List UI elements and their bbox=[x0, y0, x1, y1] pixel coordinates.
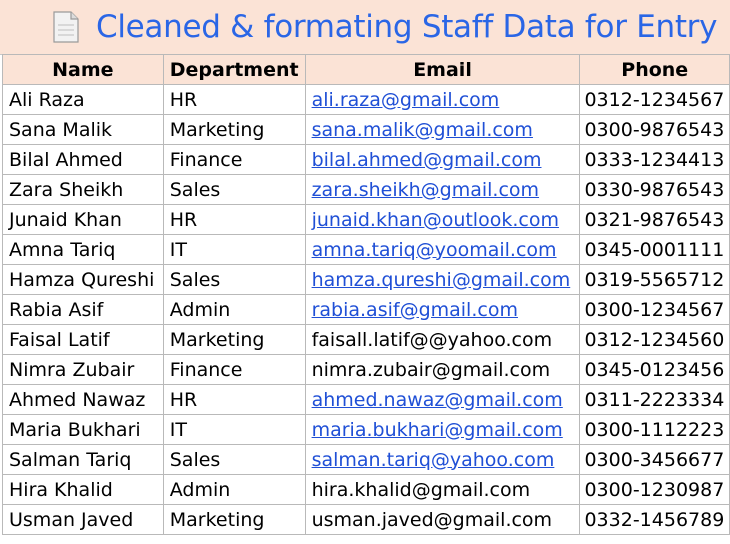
email-link[interactable]: sana.malik@gmail.com bbox=[311, 118, 533, 141]
sheet-title: Cleaned & formating Staff Data for Entry bbox=[96, 9, 718, 45]
cell-email[interactable] bbox=[305, 475, 580, 505]
cell-phone[interactable]: 0300-1112223 bbox=[580, 415, 730, 445]
cell-email[interactable] bbox=[305, 415, 580, 445]
cell-phone[interactable]: 0319-5565712 bbox=[580, 265, 730, 295]
table-row bbox=[3, 265, 730, 295]
email-link[interactable]: bilal.ahmed@gmail.com bbox=[311, 148, 542, 171]
cell-name[interactable]: Maria Bukhari bbox=[3, 415, 164, 445]
cell-department[interactable]: Admin bbox=[163, 475, 305, 505]
cell-name[interactable]: Amna Tariq bbox=[3, 235, 164, 265]
cell-department[interactable]: IT bbox=[163, 415, 305, 445]
table-row bbox=[3, 205, 730, 235]
cell-name[interactable]: Junaid Khan bbox=[3, 205, 164, 235]
cell-department[interactable]: HR bbox=[163, 385, 305, 415]
document-icon bbox=[52, 10, 80, 44]
cell-phone[interactable]: 0332-1456789 bbox=[580, 505, 730, 535]
table-row bbox=[3, 235, 730, 265]
cell-phone[interactable]: 0321-9876543 bbox=[580, 205, 730, 235]
table-row bbox=[3, 85, 730, 115]
cell-email[interactable] bbox=[305, 265, 580, 295]
cell-email[interactable] bbox=[305, 175, 580, 205]
cell-phone[interactable]: 0300-3456677 bbox=[580, 445, 730, 475]
cell-department[interactable]: Marketing bbox=[163, 325, 305, 355]
cell-department[interactable]: Sales bbox=[163, 445, 305, 475]
staff-table bbox=[2, 54, 730, 535]
table-row bbox=[3, 145, 730, 175]
email-link[interactable]: ahmed.nawaz@gmail.com bbox=[311, 388, 563, 411]
table-row bbox=[3, 325, 730, 355]
cell-name[interactable]: Faisal Latif bbox=[3, 325, 164, 355]
cell-phone[interactable]: 0345-0123456 bbox=[580, 355, 730, 385]
cell-email[interactable] bbox=[305, 445, 580, 475]
cell-name[interactable]: Zara Sheikh bbox=[3, 175, 164, 205]
email-text: usman.javed@gmail.com bbox=[311, 508, 553, 531]
cell-name[interactable]: Ali Raza bbox=[3, 85, 164, 115]
column-header-phone[interactable]: Phone bbox=[580, 55, 730, 85]
table-row bbox=[3, 415, 730, 445]
cell-name[interactable]: Sana Malik bbox=[3, 115, 164, 145]
cell-phone[interactable]: 0330-9876543 bbox=[580, 175, 730, 205]
cell-name[interactable]: Nimra Zubair bbox=[3, 355, 164, 385]
cell-phone[interactable]: 0300-9876543 bbox=[580, 115, 730, 145]
table-row bbox=[3, 445, 730, 475]
table-row bbox=[3, 175, 730, 205]
cell-phone[interactable]: 0300-1234567 bbox=[580, 295, 730, 325]
cell-department[interactable]: HR bbox=[163, 85, 305, 115]
cell-name[interactable]: Salman Tariq bbox=[3, 445, 164, 475]
cell-email[interactable] bbox=[305, 325, 580, 355]
cell-phone[interactable]: 0333-1234413 bbox=[580, 145, 730, 175]
email-link[interactable]: junaid.khan@outlook.com bbox=[311, 208, 559, 231]
email-link[interactable]: rabia.asif@gmail.com bbox=[311, 298, 518, 321]
cell-phone[interactable]: 0311-2223334 bbox=[580, 385, 730, 415]
cell-phone[interactable]: 0312-1234560 bbox=[580, 325, 730, 355]
cell-email[interactable] bbox=[305, 115, 580, 145]
email-link[interactable]: ali.raza@gmail.com bbox=[311, 88, 500, 111]
email-text: faisall.latif@@yahoo.com bbox=[311, 328, 553, 351]
cell-department[interactable]: HR bbox=[163, 205, 305, 235]
table-row bbox=[3, 295, 730, 325]
cell-department[interactable]: Marketing bbox=[163, 115, 305, 145]
email-link[interactable]: hamza.qureshi@gmail.com bbox=[311, 268, 571, 291]
email-text: nimra.zubair@gmail.com bbox=[311, 358, 551, 381]
cell-department[interactable]: Marketing bbox=[163, 505, 305, 535]
cell-department[interactable]: Finance bbox=[163, 145, 305, 175]
cell-email[interactable] bbox=[305, 295, 580, 325]
cell-email[interactable] bbox=[305, 505, 580, 535]
table-row bbox=[3, 505, 730, 535]
cell-email[interactable] bbox=[305, 355, 580, 385]
cell-email[interactable] bbox=[305, 235, 580, 265]
cell-email[interactable] bbox=[305, 385, 580, 415]
email-link[interactable]: amna.tariq@yoomail.com bbox=[311, 238, 557, 261]
cell-phone[interactable]: 0345-0001111 bbox=[580, 235, 730, 265]
email-link[interactable]: maria.bukhari@gmail.com bbox=[311, 418, 563, 441]
cell-department[interactable]: IT bbox=[163, 235, 305, 265]
cell-name[interactable]: Hamza Qureshi bbox=[3, 265, 164, 295]
cell-name[interactable]: Hira Khalid bbox=[3, 475, 164, 505]
cell-name[interactable]: Usman Javed bbox=[3, 505, 164, 535]
table-row bbox=[3, 475, 730, 505]
column-header-department[interactable]: Department bbox=[163, 55, 305, 85]
cell-email[interactable] bbox=[305, 85, 580, 115]
cell-name[interactable]: Bilal Ahmed bbox=[3, 145, 164, 175]
cell-phone[interactable]: 0312-1234567 bbox=[580, 85, 730, 115]
title-bar bbox=[0, 0, 730, 55]
cell-name[interactable]: Ahmed Nawaz bbox=[3, 385, 164, 415]
table-row bbox=[3, 385, 730, 415]
cell-phone[interactable]: 0300-1230987 bbox=[580, 475, 730, 505]
table-row bbox=[3, 355, 730, 385]
cell-email[interactable] bbox=[305, 205, 580, 235]
cell-department[interactable]: Sales bbox=[163, 265, 305, 295]
cell-email[interactable] bbox=[305, 145, 580, 175]
header-row bbox=[3, 55, 730, 85]
cell-department[interactable]: Admin bbox=[163, 295, 305, 325]
table-row bbox=[3, 115, 730, 145]
email-link[interactable]: zara.sheikh@gmail.com bbox=[311, 178, 540, 201]
cell-department[interactable]: Sales bbox=[163, 175, 305, 205]
column-header-name[interactable]: Name bbox=[3, 55, 164, 85]
cell-department[interactable]: Finance bbox=[163, 355, 305, 385]
email-text: hira.khalid@gmail.com bbox=[311, 478, 531, 501]
cell-name[interactable]: Rabia Asif bbox=[3, 295, 164, 325]
column-header-email[interactable]: Email bbox=[305, 55, 580, 85]
email-link[interactable]: salman.tariq@yahoo.com bbox=[311, 448, 555, 471]
